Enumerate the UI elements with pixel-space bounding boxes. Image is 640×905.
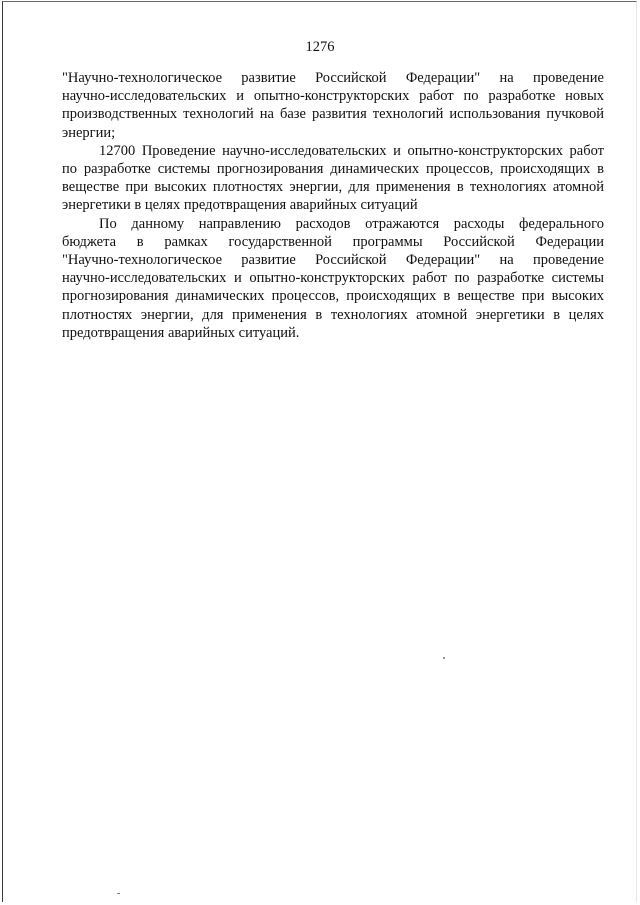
- paragraph-2: [62, 142, 604, 215]
- text-line: По данному направлению расходов отражаются расходы федерального: [99, 215, 604, 232]
- text-line: "Научно-технологическое развитие Российской Федерации" на проведение: [62, 70, 604, 86]
- scan-speck: [117, 893, 120, 894]
- text-line: энергетики в целях предотвращения аварийных ситуаций: [62, 197, 418, 214]
- text-line: "Научно-технологическое развитие Российской Федерации" на проведение: [62, 252, 604, 269]
- text-line: 12700 Проведение научно-исследовательских и опытно-конструкторских работ: [99, 142, 604, 159]
- text-line: энергии;: [62, 124, 116, 141]
- scan-speck: [443, 657, 445, 659]
- page-number: 1276: [305, 39, 335, 55]
- text-line: научно-исследовательских и опытно-конструкторских работ по разработке системы: [62, 270, 604, 287]
- text-line: бюджета в рамках государственной программы Российской Федерации: [62, 233, 604, 250]
- text-line: веществе при высоких плотностях энергии, для применения в технологиях атомной: [62, 179, 604, 196]
- paragraph-3: [62, 215, 604, 342]
- text-line: производственных технологий на базе развития технологий использования пучковой: [62, 106, 604, 123]
- text-line: по разработке системы прогнозирования динамических процессов, происходящих в: [62, 161, 604, 178]
- document-body: [62, 69, 604, 342]
- paragraph-1: [62, 69, 604, 142]
- text-line: научно-исследовательских и опытно-конструкторских работ по разработке новых: [62, 88, 604, 105]
- text-line: прогнозирования динамических процессов, происходящих в веществе при высоких: [62, 288, 604, 305]
- text-line: плотностях энергии, для применения в технологиях атомной энергетики в целях: [62, 306, 604, 323]
- text-line: предотвращения аварийных ситуаций.: [62, 324, 300, 341]
